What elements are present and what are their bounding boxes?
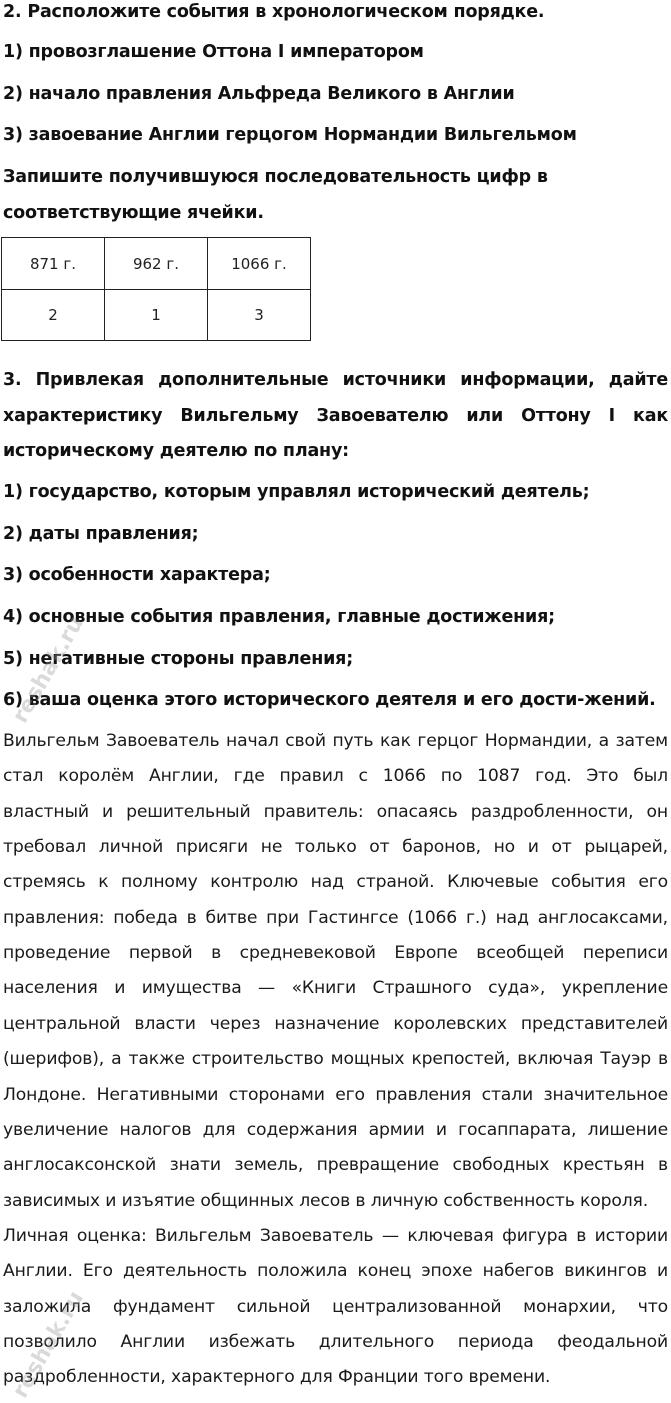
chronology-table [1, 237, 311, 341]
year-cell: 871 г. [2, 238, 105, 290]
answer-cell: 2 [2, 290, 105, 341]
answer-line: властный и решительный правитель: опасаясь раздробленности, он [3, 801, 668, 822]
answer-line: Личная оценка: Вильгельм Завоеватель — ключевая фигура в истории [3, 1225, 668, 1246]
task2-item-1: 1) провозглашение Оттона I императором [3, 42, 424, 62]
answer-cell: 3 [208, 290, 311, 341]
answer-line: Вильгельм Завоеватель начал свой путь как герцог Нормандии, а затем [3, 731, 668, 751]
answer-line: увеличение налогов для содержания армии и госаппарата, лишение [3, 1119, 668, 1140]
task3-title-2: характеристику Вильгельму Завоевателю или Оттону I как [3, 406, 668, 426]
answer-line: стал королём Англии, где правил с 1066 по 1087 год. Это был [3, 766, 668, 787]
answer-line: позволило Англии избежать длительного периода феодальной [3, 1331, 668, 1352]
plan-item-3: 3) особенности характера; [3, 565, 271, 585]
task3-title-3: историческому деятелю по плану: [3, 441, 349, 461]
task2-item-3: 3) завоевание Англии герцогом Нормандии Вильгельмом [3, 125, 577, 145]
answer-cell: 1 [105, 290, 208, 341]
answer-line: Англии. Его деятельность положила конец эпохе набегов викингов и [3, 1261, 668, 1282]
plan-item-2: 2) даты правления; [3, 524, 199, 544]
plan-item-5: 5) негативные стороны правления; [3, 649, 354, 669]
task3-title-1: 3. Привлекая дополнительные источники информации, дайте [3, 370, 668, 390]
answer-line: центральной власти через назначение королевских представителей [3, 1013, 668, 1034]
answer-line: правления: победа в битве при Гастингсе (1066 г.) над англосаксами, [3, 907, 668, 928]
watermark: reshak.ru [8, 1287, 90, 1403]
answer-line: заложила фундамент сильной централизованной монархии, что [3, 1296, 668, 1317]
plan-item-6: 6) ваша оценка этого исторического деятеля и его дости-жений. [3, 690, 656, 710]
answer-line: требовал личной присяги не только от баронов, но и от рыцарей, [3, 837, 668, 858]
answer-line: населения и имущества — «Книги Страшного суда», укрепление [3, 978, 668, 999]
answer-line: проведение первой в средневековой Европе всеобщей переписи [3, 943, 668, 964]
table-row-years [2, 238, 311, 290]
task2-instruction-1: Запишите получившуюся последовательность цифр в [3, 167, 548, 187]
task2-instruction-2: соответствующие ячейки. [3, 203, 264, 223]
answer-line: англосаксонской знати земель, превращение свободных крестьян в [3, 1155, 668, 1176]
answer-line: раздробленности, характерного для Франции того времени. [3, 1367, 551, 1388]
answer-line: зависимых и изъятие общинных лесов в личную собственность короля. [3, 1190, 649, 1211]
table-row-answers [2, 290, 311, 341]
plan-item-4: 4) основные события правления, главные достижения; [3, 607, 555, 627]
task2-item-2: 2) начало правления Альфреда Великого в Англии [3, 84, 515, 104]
answer-line: Лондоне. Негативными сторонами его правления стали значительное [3, 1084, 668, 1105]
watermark: reshak.ru [8, 612, 90, 728]
year-cell: 962 г. [105, 238, 208, 290]
answer-line: (шерифов), а также строительство мощных крепостей, включая Тауэр в [3, 1049, 668, 1070]
plan-item-1: 1) государство, которым управлял исторический деятель; [3, 482, 590, 502]
year-cell: 1066 г. [208, 238, 311, 290]
task2-title: 2. Расположите события в хронологическом порядке. [3, 2, 545, 22]
answer-line: стремясь к полному контролю над страной. Ключевые события его [3, 872, 668, 893]
